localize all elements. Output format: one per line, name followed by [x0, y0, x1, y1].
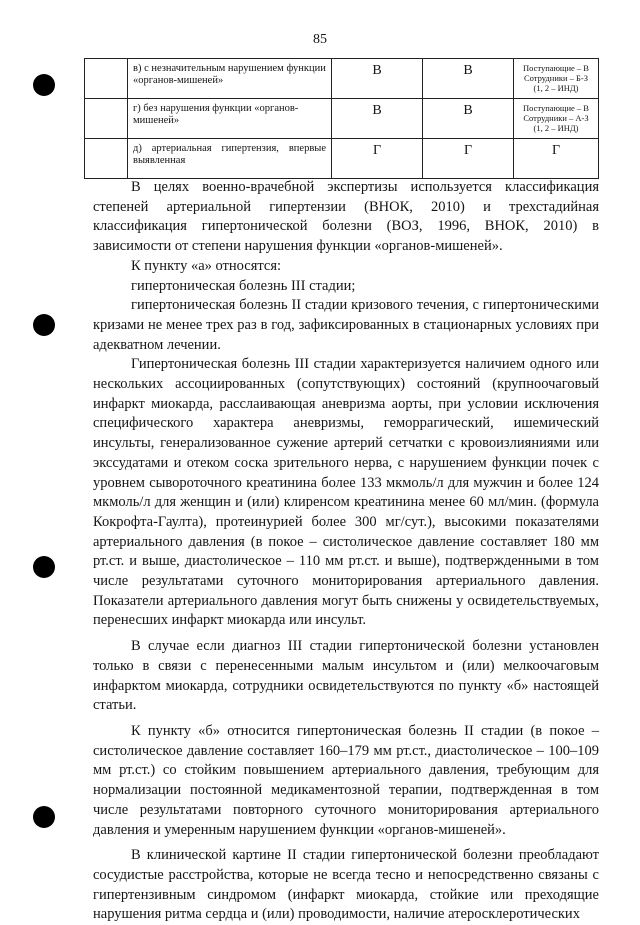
page-number: 85	[313, 32, 327, 47]
fitness-category-cell: Г	[514, 139, 599, 179]
category-cell: В	[332, 99, 423, 139]
paragraph: В случае если диагноз III стадии гипертонической болезни установлен только в связи с перенесенными малым инсультом и (или) мелкоочаговым инфарктом миокарда, сотрудники освидетельствуются по пункту «б» настоящей статьи.	[93, 638, 599, 714]
paragraph: В клинической картине II стадии гипертонической болезни преобладают сосудистые расстройства, которые не всегда тесно и непосредственно связаны с гипертензивным синдромом (инфаркт миокарда, стойкие или преходящие нарушения ритма сердца и (или) проводимости, наличие атеросклеротических	[93, 847, 599, 923]
paragraph: В целях военно-врачебной экспертизы используется классификация степеней артериальной гипертензии (ВНОК, 2010) и трехстадийная классификация гипертонической болезни (ВОЗ, 1996, ВНОК, 2010) в зависимости от степени нарушения функции «органов-мишеней».	[93, 179, 599, 255]
row-description: г) без нарушения функции «органов-мишеней»	[128, 99, 332, 139]
paragraph: Гипертоническая болезнь III стадии характеризуется наличием одного или нескольких ассоциированных (сопутствующих) состояний (крупноочаговый инфаркт миокарда, расслаивающая аневризма аорты, при условии исключения специфического характера аневризмы, геморрагический, ишемический инсульты, генерализованное сужение артерий сетчатки с кровоизлияниями или экссудатами и отеком соска зрительного нерва, с нарушением функции почек с уровнем сывороточного креатинина более 133 мкмоль/л для мужчин и более 124 мкмоль/л для женщин и (или) клиренсом креатинина менее 60 мл/мин. (формула Кокрофта-Гаулта), протеинурией более 300 мг/сут.), высокими показателями артериального давления (в покое – систолическое давление составляет 180 мм рт.ст. и выше, диастолическое – 110 мм рт.ст. и выше), подтвержденными в том числе результатами суточного мониторирования артериального давления. Показатели артериального давления могут быть снижены у освидетельствуемых, перенесших инфаркт миокарда или инсульт.	[93, 356, 599, 629]
row-description: в) с незначительным нарушением функции «органов-мишеней»	[128, 59, 332, 99]
binder-hole	[33, 556, 55, 578]
document-body	[93, 178, 599, 925]
binder-hole	[33, 74, 55, 96]
table-row	[85, 139, 599, 179]
paragraph: К пункту «а» относятся:	[131, 257, 282, 274]
requirements-table	[84, 58, 599, 179]
table-row	[85, 59, 599, 99]
category-cell: В	[423, 99, 514, 139]
binder-hole	[33, 806, 55, 828]
paragraph: гипертоническая болезнь III стадии;	[131, 277, 356, 294]
row-description: д) артериальная гипертензия, впервые выявленная	[128, 139, 332, 179]
binder-hole	[33, 314, 55, 336]
paragraph: К пункту «б» относится гипертоническая болезнь II стадии (в покое – систолическое давление составляет 160–179 мм рт.ст., диастолическое – 100–109 мм рт.ст.) со стойким повышением артериального давления, требующим для нормализации постоянной медикаментозной терапии, подтвержденная в том числе результатами повторного суточного мониторирования артериального давления и умеренным нарушением функции «органов-мишеней».	[93, 722, 599, 838]
category-cell: Г	[423, 139, 514, 179]
category-cell: В	[332, 59, 423, 99]
category-cell: Г	[332, 139, 423, 179]
category-cell: В	[423, 59, 514, 99]
fitness-category-cell: Поступающие – В Сотрудники – А-З (1, 2 – ИНД)	[514, 99, 599, 139]
fitness-category-cell: Поступающие – В Сотрудники – Б-З (1, 2 – ИНД)	[514, 59, 599, 99]
table-row	[85, 99, 599, 139]
paragraph: гипертоническая болезнь II стадии кризового течения, с гипертоническими кризами не менее трех раз в год, зафиксированных в стационарных условиях при адекватном лечении.	[93, 297, 599, 353]
